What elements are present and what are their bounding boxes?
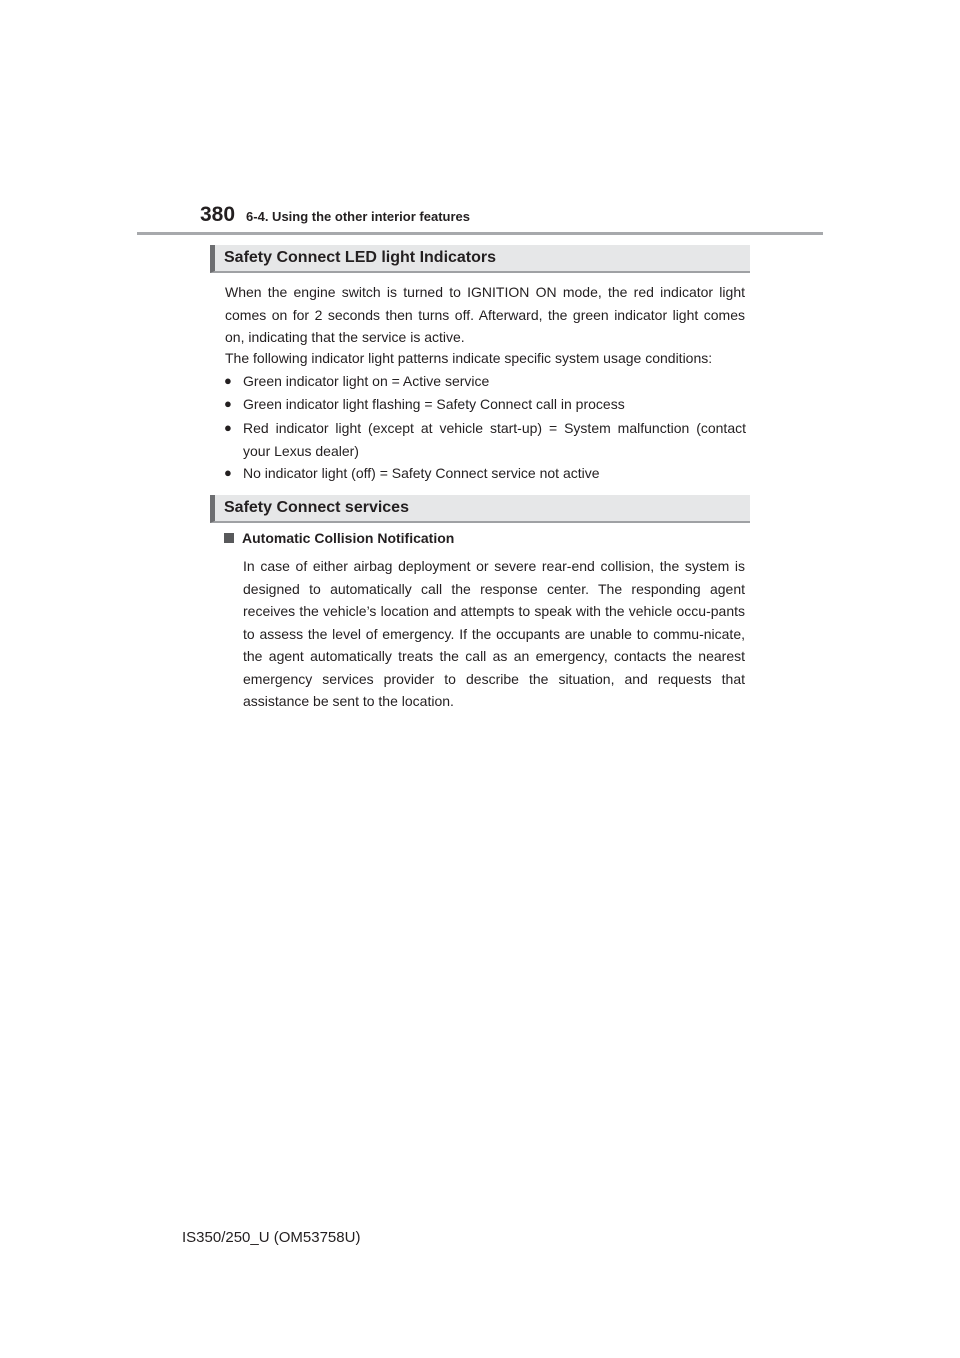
list-item: [224, 370, 746, 393]
collision-notification-body: In case of either airbag deployment or severe rear-end collision, the system is designed to automatically call the response center. The responding agent receives the vehicle’s location and attempts to speak with the vehicle occu-pants to assess the level of emergency. If the occupants are unable to commu-nicate, the agent automatically treats the call as an emergency, contacts the nearest emergency services provider to describe the situation, and requests that assistance be sent to the location.: [243, 558, 745, 709]
footer-model-code: IS350/250_U (OM53758U): [182, 1229, 361, 1246]
heading-safety-services: [210, 495, 750, 523]
list-item: [224, 417, 746, 462]
bullet-icon: ●: [224, 373, 232, 388]
header-divider: [137, 232, 823, 235]
page-number: 380: [200, 203, 236, 226]
subheading-collision-notification: [224, 530, 454, 546]
lead-paragraph: The following indicator light patterns indicate specific system usage conditions:: [225, 350, 713, 366]
heading-led-indicators-text: Safety Connect LED light Indicators: [224, 249, 497, 266]
bullet-icon: ●: [224, 420, 232, 435]
square-bullet-icon: [224, 533, 234, 543]
page-header: [200, 203, 470, 233]
list-item-text: Red indicator light (except at vehicle start-up) = System malfunction (contact your Lexus dealer): [243, 420, 746, 459]
intro-paragraph: When the engine switch is turned to IGNITION ON mode, the red indicator light comes on for 2 seconds then turns off. Afterward, the green indicator light comes on, indicating that the service is active.: [225, 284, 745, 345]
section-title: 6-4. Using the other interior features: [246, 209, 470, 224]
subheading-text: Automatic Collision Notification: [242, 530, 455, 546]
heading-safety-services-text: Safety Connect services: [224, 499, 409, 516]
list-item-text: Green indicator light on = Active service: [243, 373, 490, 389]
heading-led-indicators: [210, 245, 750, 273]
list-item-text: Green indicator light flashing = Safety Connect call in process: [243, 396, 625, 412]
bullet-icon: ●: [224, 465, 232, 480]
bullet-icon: ●: [224, 396, 232, 411]
list-item-text: No indicator light (off) = Safety Connect service not active: [243, 465, 600, 481]
list-item: [224, 393, 746, 416]
list-item: [224, 462, 746, 485]
